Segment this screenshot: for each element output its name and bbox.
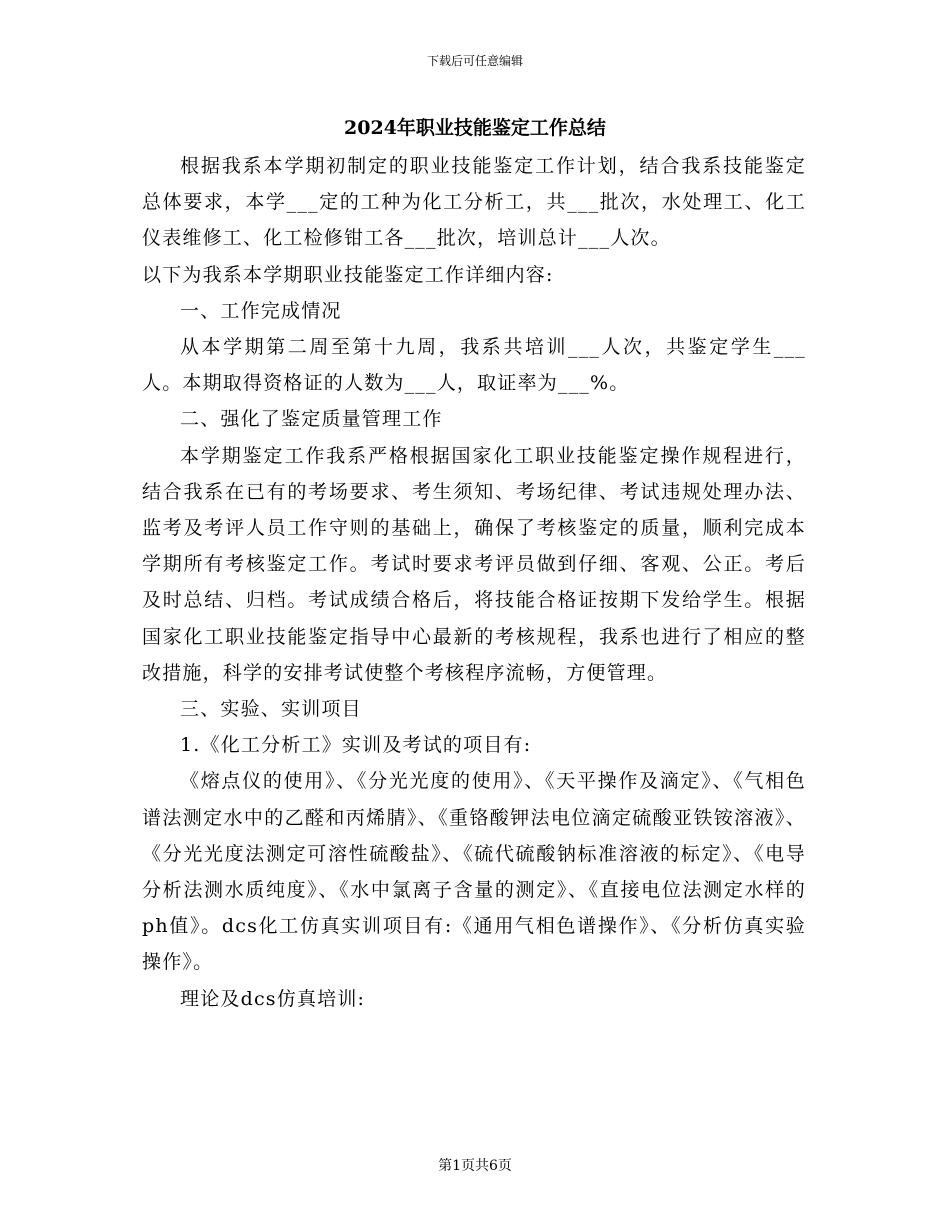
header-note: 下载后可任意编辑	[426, 54, 523, 68]
paragraph-theory-training: 理论及dcs仿真培训:	[180, 987, 366, 1010]
paragraph-intro: 根据我系本学期初制定的职业技能鉴定工作计划，结合我系技能鉴定总体要求，本学___定的工种为化工分析工，共___批次，水处理工、化工仪表维修工、化工检修钳工各___批次，培训总计___人次。	[142, 155, 806, 250]
paragraph-project-list: 《熔点仪的使用》、《分光光度的使用》、《天平操作及滴定》、《气相色谱法测定水中的乙醛和丙烯腈》、《重铬酸钾法电位滴定硫酸亚铁铵溶液》、《分光光度法测定可溶性硫酸盐》、《硫代硫酸钠标准溶液的标定》、《电导分析法测水质纯度》、《水中氯离子含量的测定》、《直接电位法测定水样的ph值》。dcs化工仿真实训项目有:《通用气相色谱操作》、《分析仿真实验操作》。	[142, 770, 806, 974]
paragraph-details-intro: 以下为我系本学期职业技能鉴定工作详细内容:	[142, 263, 554, 286]
page-number: 第1页共6页	[438, 1158, 512, 1174]
document-title: 2024年职业技能鉴定工作总结	[344, 117, 606, 139]
paragraph-quality: 本学期鉴定工作我系严格根据国家化工职业技能鉴定操作规程进行，结合我系在已有的考场要求、考生须知、考场纪律、考试违规处理办法、监考及考评人员工作守则的基础上，确保了考核鉴定的质量，顺利完成本学期所有考核鉴定工作。考试时要求考评员做到仔细、客观、公正。考后及时总结、归档。考试成绩合格后，将技能合格证按期下发给学生。根据国家化工职业技能鉴定指导中心最新的考核规程，我系也进行了相应的整改措施，科学的安排考试使整个考核程序流畅，方便管理。	[142, 444, 806, 684]
subheading-analyst: 1.《化工分析工》实训及考试的项目有:	[180, 734, 532, 757]
section-heading-1: 一、工作完成情况	[180, 299, 342, 322]
paragraph-completion: 从本学期第二周至第十九周，我系共培训___人次，共鉴定学生___人。本期取得资格证的人数为___人，取证率为___%。	[142, 336, 806, 395]
section-heading-2: 二、强化了鉴定质量管理工作	[180, 408, 443, 431]
section-heading-3: 三、实验、实训项目	[180, 698, 362, 721]
document-body	[142, 148, 806, 1017]
